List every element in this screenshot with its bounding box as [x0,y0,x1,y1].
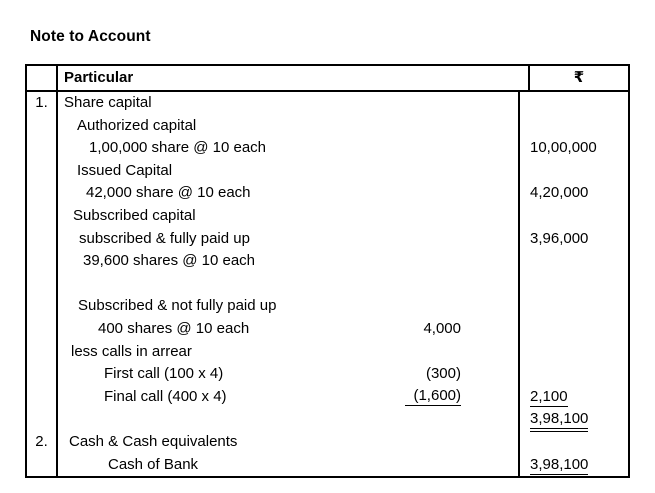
table-row [27,228,628,251]
particular-cell [58,431,520,454]
particular-text: Subscribed & not fully paid up [78,297,277,315]
table-row [27,386,628,409]
serial-cell: 1. [27,92,58,115]
serial-cell [27,115,58,138]
amount-cell [520,295,628,318]
table-row [27,250,628,273]
particular-cell [58,363,520,386]
particular-cell [58,295,520,318]
particular-text: 42,000 share @ 10 each [86,184,251,202]
serial-cell: 2. [27,431,58,454]
particular-text: Issued Capital [77,161,173,179]
amount-cell [520,454,628,477]
particular-cell [58,341,520,364]
amount-value: 3,98,100 [530,410,589,428]
particular-text: First call (100 x 4) [104,365,224,383]
serial-cell [27,318,58,341]
particular-text: Share capital [64,94,152,111]
page-title: Note to Account [30,28,151,45]
particular-cell [58,228,520,251]
amount-cell [520,341,628,364]
table-row [27,341,628,364]
particular-text: Final call (400 x 4) [104,387,227,405]
particular-text: Authorized capital [77,116,197,134]
particular-cell [58,250,520,273]
amount-cell [520,386,628,409]
table-row [27,182,628,205]
serial-cell [27,454,58,477]
particular-cell [58,454,520,477]
amount-value: 2,100 [530,387,568,405]
particular-text: less calls in arrear [71,342,192,360]
header-particular-cell: Particular [58,66,530,90]
table-header-row [27,66,628,92]
inner-amount: (1,600) [405,386,461,406]
table-row [27,454,628,477]
header-amount-cell: ₹ [573,69,585,86]
particular-cell [58,273,520,296]
serial-cell [27,273,58,296]
particular-cell [58,137,520,160]
serial-cell [27,250,58,273]
note-table [25,64,630,478]
table-row [27,318,628,341]
amount-value: 10,00,000 [530,139,597,157]
amount-cell [520,318,628,341]
particular-cell [58,182,520,205]
particular-text: 400 shares @ 10 each [98,319,250,337]
particular-text: Cash of Bank [108,455,199,473]
particular-text: Cash & Cash equivalents [69,432,238,450]
serial-cell [27,228,58,251]
amount-cell [520,250,628,273]
table-row [27,408,628,431]
table-row [27,92,628,115]
amount-value: 4,20,000 [530,184,589,202]
table-row [27,160,628,183]
amount-cell [520,137,628,160]
amount-cell [520,228,628,251]
amount-value: 3,96,000 [530,229,589,247]
amount-cell [520,408,628,431]
amount-cell [520,182,628,205]
serial-cell [27,205,58,228]
particular-text: Subscribed capital [73,206,196,224]
serial-cell [27,182,58,205]
amount-value: 3,98,100 [530,455,589,473]
table-body [27,92,628,476]
particular-text: 39,600 shares @ 10 each [83,252,256,270]
serial-cell [27,363,58,386]
serial-cell [27,341,58,364]
amount-cell [520,431,628,454]
inner-amount: (300) [425,365,461,383]
amount-cell [520,273,628,296]
serial-cell [27,386,58,409]
table-row [27,137,628,160]
particular-cell [58,408,520,431]
serial-cell [27,137,58,160]
particular-cell [58,205,520,228]
table-row [27,205,628,228]
particular-text: 1,00,000 share @ 10 each [89,139,267,157]
serial-cell [27,295,58,318]
amount-cell [520,160,628,183]
particular-cell [58,386,520,409]
particular-cell [58,92,520,115]
header-serial-cell [27,66,58,90]
amount-cell [520,363,628,386]
inner-amount: 4,000 [423,319,461,337]
table-row [27,431,628,454]
amount-cell [520,205,628,228]
particular-cell [58,160,520,183]
serial-cell [27,160,58,183]
table-row [27,115,628,138]
amount-cell [520,115,628,138]
amount-cell [520,92,628,115]
table-row [27,295,628,318]
serial-cell [27,408,58,431]
particular-cell [58,318,520,341]
particular-cell [58,115,520,138]
particular-text: subscribed & fully paid up [79,229,250,247]
table-row [27,363,628,386]
table-row [27,273,628,296]
